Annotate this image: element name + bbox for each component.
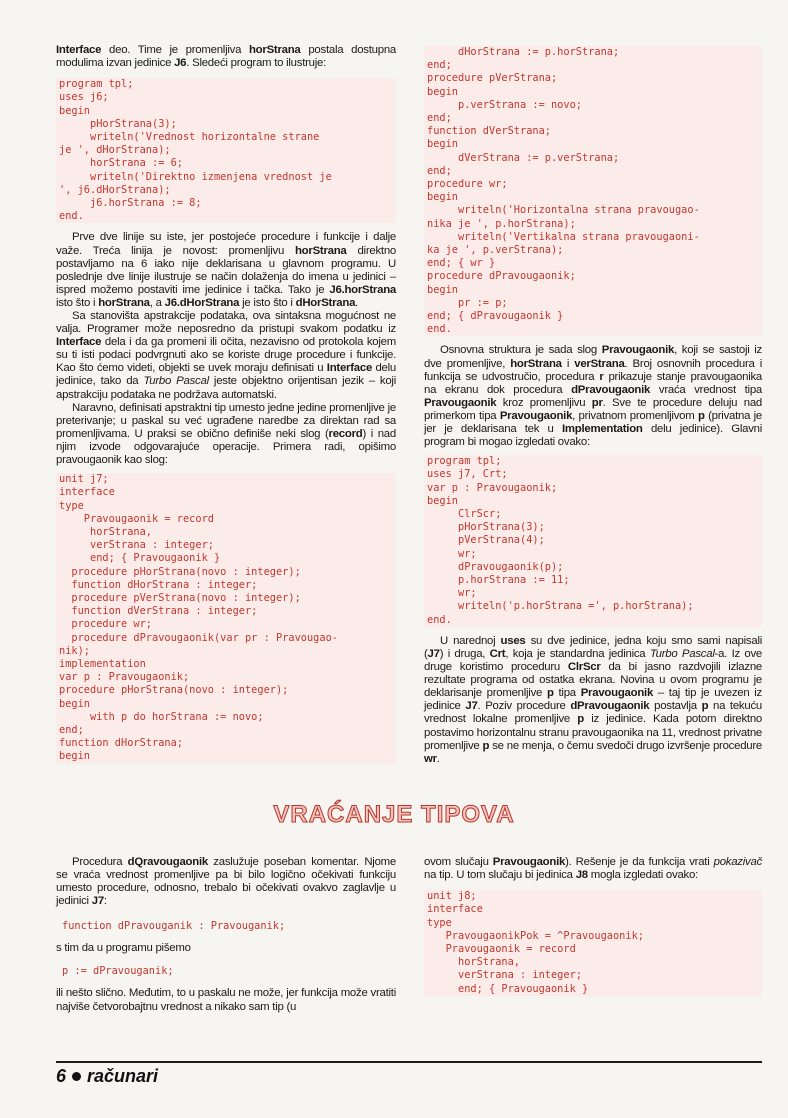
text: Osnovna struktura je sada slog [440,344,602,357]
text: dela i da ga promeni ili očita, nezavisno od protokola kojem su ti isti podaci podvrgnuti ako se koriste druge procedure i funkcije. Kao što ćemo videti, objekti se uvek moraju definisati u [56,336,396,375]
text: . Poziv procedure [477,700,571,713]
text: Procedura [72,856,128,868]
kw: Crt [489,647,506,660]
kw: Interface [326,362,373,375]
kw: Pravougaonik [492,856,566,868]
code-listing-7: unit j8; interface type PravougaonikPok = ^Pravougaonik; Pravougaonik = record horStrana, verStrana : integer; end; { Pravougaonik } [424,890,762,996]
kw: J6.dHorStrana [164,296,240,309]
kw: J6 [174,57,187,70]
text: Sa stanovišta apstrakcije podataka, ova sintaksna mogućnost ne valja. Programer može neposredno da pristupi svakom podatku iz [56,309,396,336]
kw: Interface [56,336,102,349]
kw: J7 [91,895,104,908]
kw: Pravougaonik [424,396,497,409]
text: se ne menja, o čemu svedoči drugo izvršenje procedure [489,739,762,752]
kw: J6.horStrana [329,283,396,296]
text: Naravno, definisati apstraktni tip umesto jedne jedine promenljive je preterivanje; u paskal su već ugrađene naredbe za direktan rad sa promenljivama. U praksi se obično definiše neki slog ( [56,401,396,440]
paragraph-5 [424,344,762,449]
text: prikazuje stanje pravougaonika na ekranu dok procedura [424,370,763,396]
kw: wr [424,752,437,765]
italic: Turbo Pascal [649,647,715,660]
text: . Sledeći program to ilustruje: [186,57,327,70]
text: -a. Iz ove druge koristimo proceduru [424,647,762,674]
code-listing-4: program tpl; uses j7, Crt; var p : Pravougaonik; begin ClrScr; pHorStrana(3); pVerStrana(4); wr; dPravougaonik(p); p.horStrana := 11; wr; writeln('p.horStrana =', p.horStrana); end. [424,455,762,627]
column-left-bottom [56,856,396,1014]
paragraph-2 [56,231,396,310]
paragraph-8: s tim da u programu pišemo [56,942,191,955]
kw: dPravougaonik [570,700,650,713]
text: iz jedinice. Kada potom direktno postavimo horizontalnu stranu pravougaonika na 11, vrednost privatne promenljive [424,713,762,752]
kw-interface: Interface [56,44,102,56]
text: tipa [553,687,581,700]
italic: Turbo Pascal [143,375,209,388]
kw: uses [500,634,526,647]
paragraph-4 [56,402,396,467]
kw: dPravougaonik [571,383,651,396]
paragraph-6 [424,635,762,766]
text: . Sve te procedure deluju nad primerkom tipa [424,396,762,422]
kw: p [701,700,709,713]
kw: horStrana [98,296,150,309]
text: , a [149,296,165,309]
code-function-header: function dPravouganik : Pravouganik; [62,920,286,933]
kw: record [328,427,363,440]
text: – taj tip je uvezen iz jedinice [424,687,762,713]
text: delu jedinice). Glavni program bi mogao izgledati ovako: [424,423,763,449]
text: : [103,895,107,908]
code-listing-3: dHorStrana := p.horStrana; end; procedure pVerStrana; begin p.verStrana := novo; end; function dVerStrana; begin dVerStrana := p.verStrana; end; procedure wr; begin writeln('Horizontalna strana pravougao- nika je ', p.horStrana); writeln('Vertikalna strana pravougaoni- ka je ', p.verStrana); end; { wr } procedure dPravougaonik; begin pr := p; end; { dPravougaonik } end. [424,46,762,336]
paragraph-9: ili nešto slično. Međutim, to u paskalu ne može, jer funkcija može vratiti najviše četvorobajtnu vrednost a nikako sam tip (u [56,987,396,1013]
text: da bi jasno razdvojili izlazne rezultate programa od ostatka ekrana. Novina u ovom programu je deklarisanje promenljive [424,661,762,700]
code-assignment: p := dPravouganik; [62,965,174,978]
text: , privatnom promenljivom [572,409,698,422]
kw: Implementation [561,423,643,436]
column-right-bottom [424,856,762,996]
column-right-top [424,46,762,766]
text: kroz promenljivu [496,396,592,409]
text: , koja je standardna jedinica [505,647,650,660]
text: ovom slučaju [424,856,493,868]
text: . [436,752,440,765]
bullet-icon [72,1072,81,1081]
kw: ClrScr [567,661,601,674]
kw: J7 [465,700,478,713]
code-listing-2: unit j7; interface type Pravougaonik = record horStrana, verStrana : integer; end; { Pravougaonik } procedure pHorStrana(novo : integer); function dHorStrana : integer; procedure pVerStrana(novo : integer); function dVerStrana : integer; procedure wr; procedure dPravougaonik(var pr : Pravougao- nik); implementation var p : Pravougaonik; procedure pHorStrana(novo : integer); begin with p do horStrana := novo; end; function dHorStrana; begin [56,473,396,763]
kw: dQravougaonik [127,856,208,868]
kw: J8 [575,869,588,882]
text: isto što i [56,296,99,309]
text: vraća vrednost tipa [650,383,762,396]
text: na tekuću vrednost lokalne promenljive [424,700,762,726]
text: Prve dve linije su iste, jer postojeće procedure i funkcije i dalje važe. Treća linija je novost: promenljivu [56,231,396,257]
text: delu jedinice, tako da [56,362,397,388]
kw: r [599,370,604,383]
text: deo. Time je promenljiva [101,44,249,56]
page-number: 6 [56,1066,67,1086]
kw: Pravougaonik [601,344,675,357]
kw: dHorStrana [295,296,356,309]
text: zaslužuje poseban komentar. Njome se vraća vrednost promenljive pa bi bilo logično očekivati funkciju umesto procedure, odnosno, trebalo bi očekivati ovakvo zaglavlje u jedinici [56,856,396,908]
kw: J7 [427,647,440,660]
paragraph-10 [424,856,762,882]
text: ). Rešenje je da funkcija vrati [565,856,714,868]
intro-paragraph [56,44,396,70]
kw: horStrana [294,244,347,257]
text: (privatna je jer je deklarisana tek u [424,409,762,436]
kw: verStrana [574,357,625,370]
text: i [561,357,575,370]
text: je isto što i [239,296,296,309]
footer-rule [56,1061,762,1063]
text: U narednoj [440,634,501,647]
text: direktno postavljamo na 6 iako nije deklarisana u glavnom programu. U poslednje dve linije ilustruje se način dolaženja do imena u jedinici – ispred možemo postaviti ime jedinice i tačka. Tako je [56,244,396,296]
kw: horStrana [248,44,301,56]
kw: Pravougaonik [499,409,573,422]
kw: pr [591,396,603,409]
text: postavlja [649,700,702,713]
section-title: VRAĆANJE TIPOVA [273,801,515,828]
code-listing-1: program tpl; uses j6; begin pHorStrana(3); writeln('Vrednost horizontalne strane je ', dHorStrana); horStrana := 6; writeln('Direktno izmenjena vrednost je ', j6.dHorStrana); j6.horStrana := 8; end. [56,78,396,223]
kw: p [577,713,584,726]
text: . [355,296,359,309]
kw: Pravougaonik [580,687,654,700]
text: . Broj osnovnih procedura i funkcija se udvostručio, procedura [424,357,762,383]
magazine-name: računari [87,1066,159,1086]
text: mogla izgledati ovako: [587,869,698,882]
text: ) i druga, [439,647,490,660]
text: postala dostupna modulima izvan jedinice [56,44,396,70]
kw: p [482,739,490,752]
kw: p [546,687,554,700]
kw: horStrana [510,357,562,370]
kw: p [697,409,705,422]
paragraph-7 [56,856,396,908]
text: su dve jedinice, jedna koju smo sami napisali ( [424,634,763,660]
italic: pokazivač [713,856,763,868]
text: ) i nad njim izvode odgovarajuće operacije. Primera radi, opišimo pravougaonik kao slog: [56,427,396,467]
text: , koji se sastoji iz dve promenljive, [424,344,763,370]
paragraph-3 [56,310,396,402]
text: na tip. U tom slučaju bi jedinica [424,869,576,882]
text: jeste objektno orijentisan jezik – koji apstrakciju podataka ne podržava automatski. [56,375,396,401]
page-footer [56,1066,158,1087]
column-left-top [56,44,396,764]
